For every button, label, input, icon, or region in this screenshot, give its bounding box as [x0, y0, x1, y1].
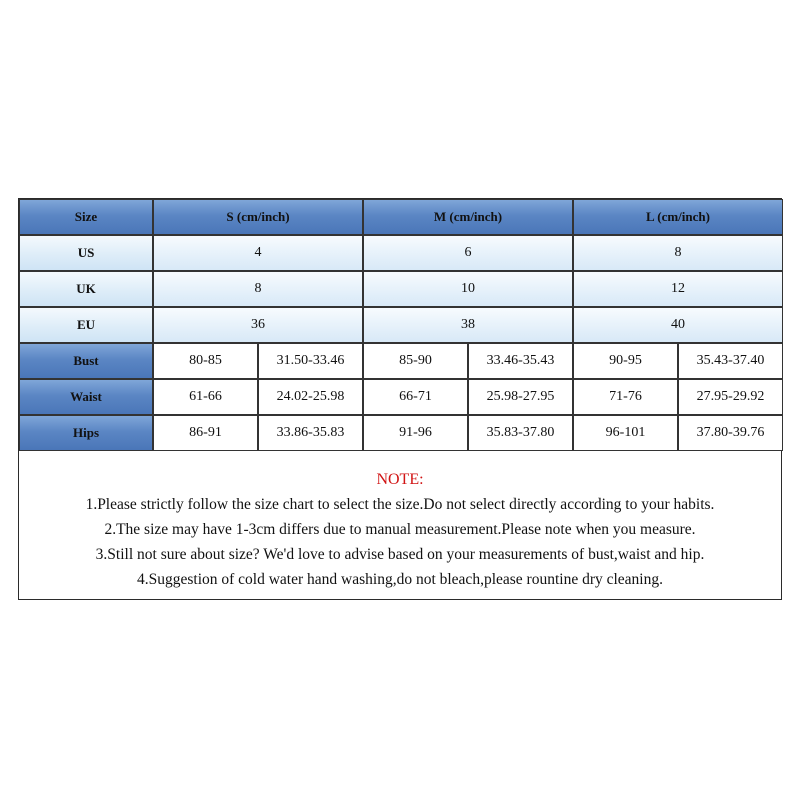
l-size-header: L (cm/inch) [573, 199, 783, 235]
us-s-value: 4 [153, 235, 363, 271]
bust-l-cm: 90-95 [573, 343, 678, 379]
waist-m-inch: 25.98-27.95 [468, 379, 573, 415]
bust-s-cm: 80-85 [153, 343, 258, 379]
hips-m-inch: 35.83-37.80 [468, 415, 573, 451]
size-header: Size [19, 199, 153, 235]
eu-s-value: 36 [153, 307, 363, 343]
uk-s-value: 8 [153, 271, 363, 307]
bust-m-inch: 33.46-35.43 [468, 343, 573, 379]
us-l-value: 8 [573, 235, 783, 271]
note-title: NOTE: [376, 471, 424, 488]
waist-label: Waist [19, 379, 153, 415]
waist-s-inch: 24.02-25.98 [258, 379, 363, 415]
bust-s-inch: 31.50-33.46 [258, 343, 363, 379]
uk-m-value: 10 [363, 271, 573, 307]
waist-s-cm: 61-66 [153, 379, 258, 415]
hips-l-cm: 96-101 [573, 415, 678, 451]
uk-row [19, 271, 781, 307]
header-row [19, 199, 781, 235]
notes-section [19, 451, 781, 599]
waist-m-cm: 66-71 [363, 379, 468, 415]
note-line-2: 2.The size may have 1-3cm differs due to manual measurement.Please note when you measure. [104, 521, 696, 538]
waist-l-inch: 27.95-29.92 [678, 379, 783, 415]
us-m-value: 6 [363, 235, 573, 271]
bust-l-inch: 35.43-37.40 [678, 343, 783, 379]
s-size-header: S (cm/inch) [153, 199, 363, 235]
hips-m-cm: 91-96 [363, 415, 468, 451]
m-size-header: M (cm/inch) [363, 199, 573, 235]
waist-l-cm: 71-76 [573, 379, 678, 415]
note-line-3: 3.Still not sure about size? We'd love to advise based on your measurements of bust,waist and hip. [95, 546, 705, 563]
bust-m-cm: 85-90 [363, 343, 468, 379]
hips-s-cm: 86-91 [153, 415, 258, 451]
eu-l-value: 40 [573, 307, 783, 343]
eu-row [19, 307, 781, 343]
bust-row [19, 343, 781, 379]
hips-l-inch: 37.80-39.76 [678, 415, 783, 451]
hips-row [19, 415, 781, 451]
us-label: US [19, 235, 153, 271]
size-chart [18, 198, 782, 600]
us-row [19, 235, 781, 271]
hips-label: Hips [19, 415, 153, 451]
eu-m-value: 38 [363, 307, 573, 343]
uk-label: UK [19, 271, 153, 307]
note-line-4: 4.Suggestion of cold water hand washing,do not bleach,please rountine dry cleaning. [136, 571, 663, 588]
waist-row [19, 379, 781, 415]
hips-s-inch: 33.86-35.83 [258, 415, 363, 451]
uk-l-value: 12 [573, 271, 783, 307]
bust-label: Bust [19, 343, 153, 379]
note-line-1: 1.Please strictly follow the size chart to select the size.Do not select directly according to your habits. [85, 496, 715, 513]
eu-label: EU [19, 307, 153, 343]
